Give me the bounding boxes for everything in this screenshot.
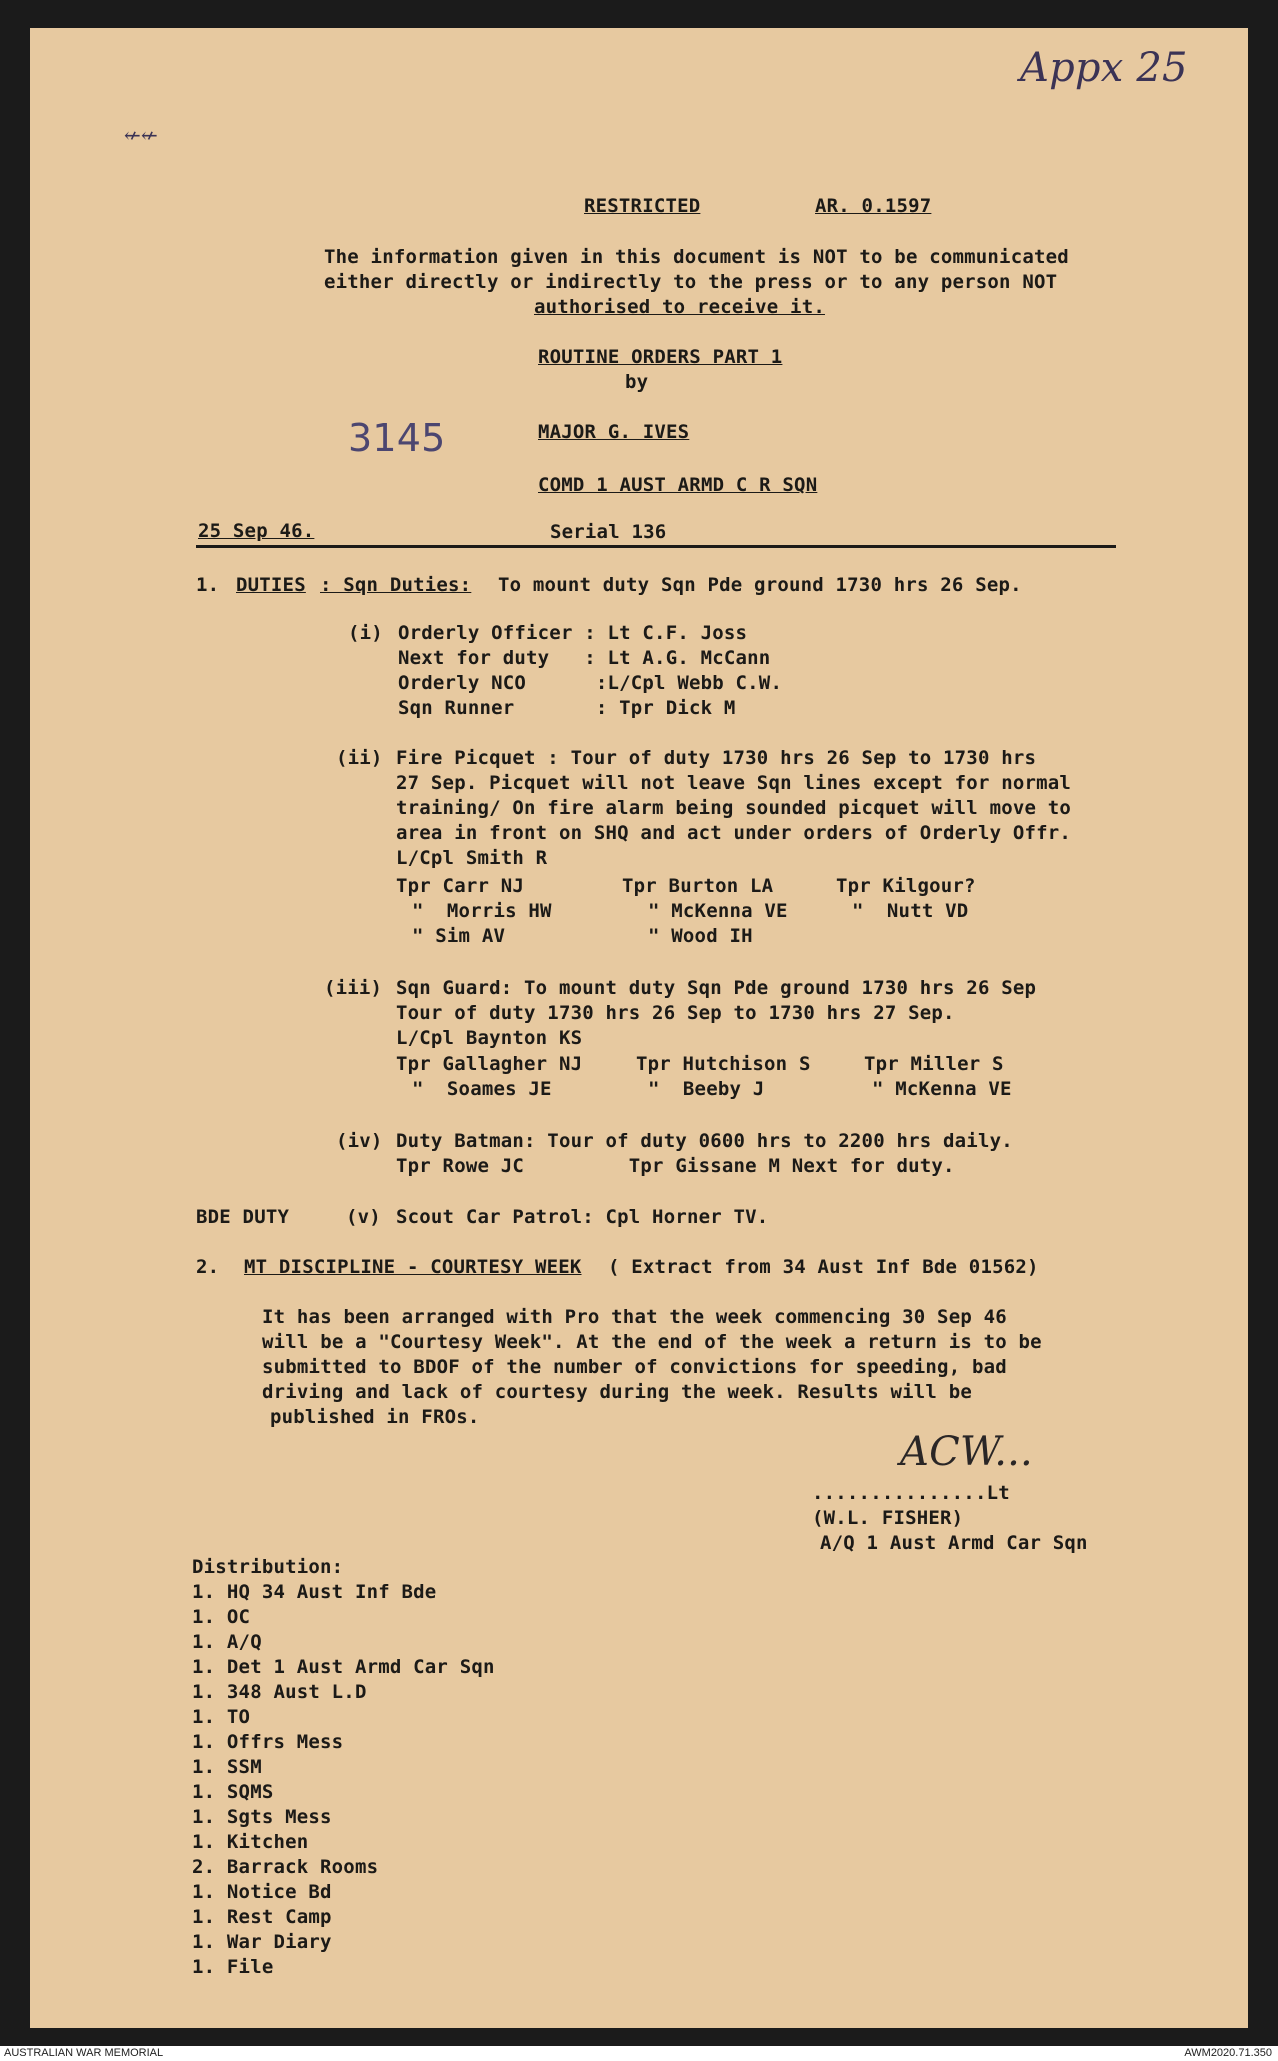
orderly-officer-row: Orderly Officer : Lt C.F. Joss xyxy=(398,622,748,644)
distribution-item: 2. Barrack Rooms xyxy=(192,1856,379,1878)
notice-line-2: either directly or indirectly to the press or to any person NOT xyxy=(324,271,1058,293)
stamp-number: 3145 xyxy=(348,416,446,460)
pencil-mark: ↚↚ xyxy=(124,123,158,147)
picquet-member: Tpr Burton LA xyxy=(622,875,774,897)
notice-line-1: The information given in this document is NOT to be communicated xyxy=(324,246,1069,268)
courtesy-week-line-2: will be a "Courtesy Week". At the end of the week a return is to be xyxy=(262,1331,1042,1353)
section-1-heading: DUTIES xyxy=(236,574,306,596)
picquet-member: Tpr Kilgour? xyxy=(836,875,976,897)
distribution-item: 1. HQ 34 Aust Inf Bde xyxy=(192,1581,437,1603)
distribution-item: 1. Rest Camp xyxy=(192,1906,332,1928)
distribution-item: 1. File xyxy=(192,1956,274,1978)
orderly-nco-row: Orderly NCO :L/Cpl Webb C.W. xyxy=(398,672,783,694)
courtesy-week-line-4: driving and lack of courtesy during the week. Results will be xyxy=(262,1381,972,1403)
distribution-item: 1. Kitchen xyxy=(192,1831,309,1853)
distribution-item: 1. Notice Bd xyxy=(192,1881,332,1903)
by-label: by xyxy=(625,371,649,393)
fire-picquet-line-4: area in front on SHQ and act under orders of Orderly Offr. xyxy=(396,822,1072,844)
picquet-member: " Wood IH xyxy=(648,925,753,947)
distribution-item: 1. SQMS xyxy=(192,1781,274,1803)
sqn-guard-line-2: Tour of duty 1730 hrs 26 Sep to 1730 hrs 27 Sep. xyxy=(396,1002,955,1024)
item-iii-number: (iii) xyxy=(324,977,383,999)
distribution-item: 1. OC xyxy=(192,1606,251,1628)
issuing-officer: MAJOR G. IVES xyxy=(538,421,690,443)
sqn-guard-line-3: L/Cpl Baynton KS xyxy=(396,1027,583,1049)
scout-car-patrol: Scout Car Patrol: Cpl Horner TV. xyxy=(396,1206,769,1228)
fire-picquet-line-1: Fire Picquet : Tour of duty 1730 hrs 26 Sep to 1730 hrs xyxy=(396,747,1037,769)
guard-member: Tpr Miller S xyxy=(864,1053,1004,1075)
signatory-name: (W.L. FISHER) xyxy=(812,1507,964,1529)
archive-reference: AWM2020.71.350 xyxy=(1184,2047,1272,2059)
item-ii-number: (ii) xyxy=(336,747,383,769)
distribution-item: 1. SSM xyxy=(192,1756,262,1778)
duty-batman-line-1: Duty Batman: Tour of duty 0600 hrs to 2200 hrs daily. xyxy=(396,1130,1013,1152)
signature-scrawl: ACW... xyxy=(900,1429,1033,1475)
bde-duty-label: BDE DUTY xyxy=(196,1206,290,1228)
picquet-member: " Morris HW xyxy=(412,900,552,922)
distribution-item: 1. 348 Aust L.D xyxy=(192,1681,367,1703)
serial-number: Serial 136 xyxy=(550,521,667,543)
sqn-guard-line-1: Sqn Guard: To mount duty Sqn Pde ground 1730 hrs 26 Sep xyxy=(396,977,1037,999)
fire-picquet-line-3: training/ On fire alarm being sounded picquet will move to xyxy=(396,797,1072,819)
reference-number: AR. 0.1597 xyxy=(815,195,932,217)
guard-member: " McKenna VE xyxy=(872,1078,1012,1100)
document-date: 25 Sep 46. xyxy=(198,520,315,542)
signatory-role: A/Q 1 Aust Armd Car Sqn xyxy=(820,1532,1088,1554)
picquet-member: " Nutt VD xyxy=(852,900,969,922)
notice-line-3: authorised to receive it. xyxy=(534,296,825,318)
guard-member: " Beeby J xyxy=(648,1078,765,1100)
classification: RESTRICTED xyxy=(584,195,701,217)
fire-picquet-line-5: L/Cpl Smith R xyxy=(396,847,548,869)
header-rule xyxy=(196,545,1116,548)
duty-batman-line-2: Tpr Rowe JC Tpr Gissane M Next for duty. xyxy=(396,1155,955,1177)
appendix-annotation: Appx 25 xyxy=(1020,45,1188,91)
item-v-number: (v) xyxy=(346,1206,381,1228)
distribution-item: 1. War Diary xyxy=(192,1931,332,1953)
guard-member: " Soames JE xyxy=(412,1078,552,1100)
section-2-source: ( Extract from 34 Aust Inf Bde 01562) xyxy=(608,1256,1039,1278)
document-title: ROUTINE ORDERS PART 1 xyxy=(538,346,783,368)
courtesy-week-line-5: published in FROs. xyxy=(270,1406,480,1428)
section-2-number: 2. xyxy=(196,1256,220,1278)
item-iv-number: (iv) xyxy=(336,1130,383,1152)
sqn-runner-row: Sqn Runner : Tpr Dick M xyxy=(398,697,736,719)
signature-line: ...............Lt xyxy=(812,1482,1010,1504)
document-page xyxy=(30,28,1248,2028)
item-i-number: (i) xyxy=(348,622,383,644)
distribution-item: 1. Offrs Mess xyxy=(192,1731,344,1753)
archive-credit: AUSTRALIAN WAR MEMORIAL xyxy=(4,2047,164,2059)
distribution-title: Distribution: xyxy=(192,1556,344,1578)
distribution-item: 1. TO xyxy=(192,1706,251,1728)
sqn-duties-text: To mount duty Sqn Pde ground 1730 hrs 26 Sep. xyxy=(498,574,1022,596)
distribution-item: 1. Sgts Mess xyxy=(192,1806,332,1828)
courtesy-week-line-3: submitted to BDOF of the number of convictions for speeding, bad xyxy=(262,1356,1007,1378)
sqn-duties-label: : Sqn Duties: xyxy=(320,574,472,596)
next-for-duty-row: Next for duty : Lt A.G. McCann xyxy=(398,647,771,669)
picquet-member: Tpr Carr NJ xyxy=(396,875,525,897)
guard-member: Tpr Hutchison S xyxy=(636,1053,811,1075)
picquet-member: " McKenna VE xyxy=(648,900,788,922)
section-1-number: 1. xyxy=(196,574,220,596)
distribution-item: 1. Det 1 Aust Armd Car Sqn xyxy=(192,1656,495,1678)
archive-footer xyxy=(0,2046,1278,2061)
section-2-heading: MT DISCIPLINE - COURTESY WEEK xyxy=(244,1256,582,1278)
picquet-member: " Sim AV xyxy=(412,925,506,947)
guard-member: Tpr Gallagher NJ xyxy=(396,1053,583,1075)
fire-picquet-line-2: 27 Sep. Picquet will not leave Sqn lines except for normal xyxy=(396,772,1072,794)
command-line: COMD 1 AUST ARMD C R SQN xyxy=(538,474,818,496)
distribution-item: 1. A/Q xyxy=(192,1631,262,1653)
courtesy-week-line-1: It has been arranged with Pro that the week commencing 30 Sep 46 xyxy=(262,1306,1007,1328)
